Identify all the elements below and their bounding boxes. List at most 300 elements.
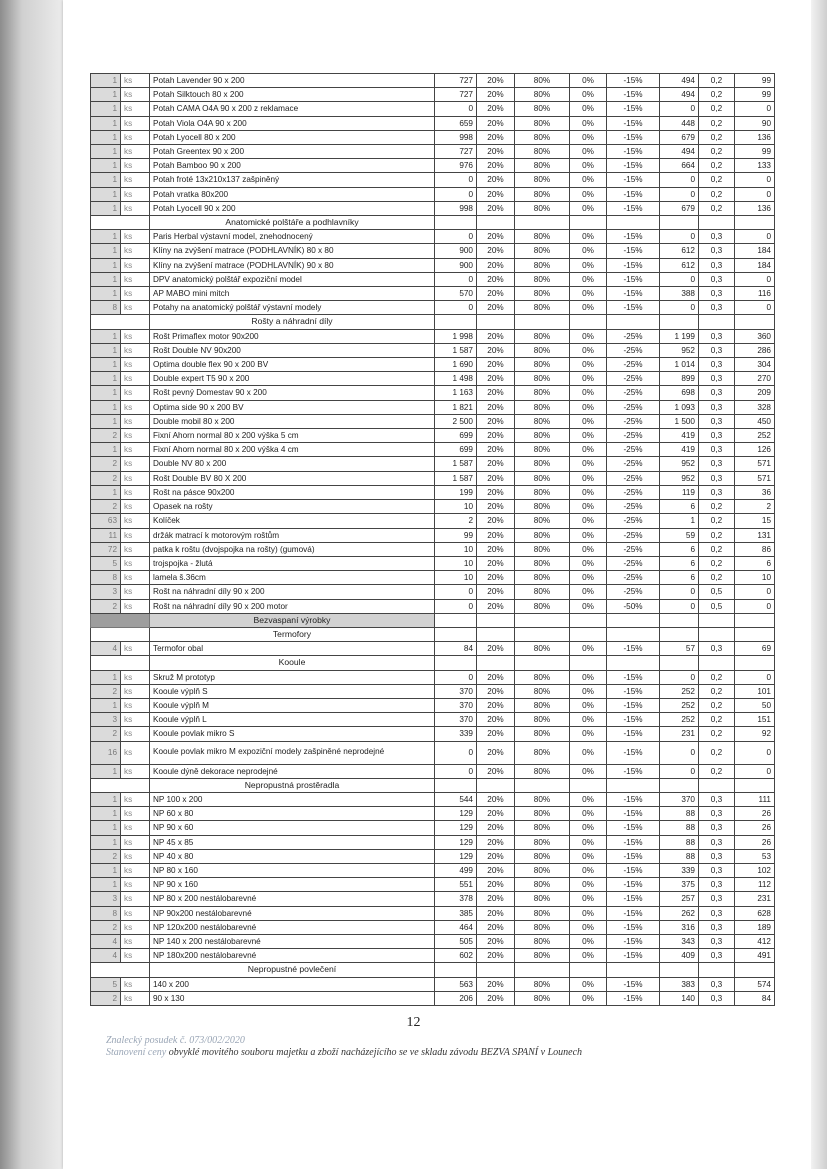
row-unit: ks [121,372,150,386]
row-unit: ks [121,713,150,727]
table-row [91,329,775,343]
row-unit: ks [121,187,150,201]
row-adjustment: 0% [570,920,607,934]
row-unit: ks [121,849,150,863]
row-coefficient: 0,3 [699,906,735,920]
row-coefficient: 0,3 [699,835,735,849]
row-wear: 80% [515,642,570,656]
row-coefficient: 0,2 [699,571,735,585]
row-discount: -15% [607,698,660,712]
row-discount: -15% [607,201,660,215]
row-coefficient: 0,2 [699,130,735,144]
row-item-name: lamela š.36cm [150,571,435,585]
table-row [91,358,775,372]
row-price: 10 [435,556,477,570]
table-row [91,571,775,585]
row-unit: ks [121,906,150,920]
row-coefficient: 0,3 [699,934,735,948]
section-blank-cell [660,963,699,977]
section-blank-cell [477,613,515,627]
row-vat: 20% [477,173,515,187]
section-blank-cell [477,963,515,977]
row-result: 136 [735,130,775,144]
table-row [91,102,775,116]
row-price: 998 [435,201,477,215]
row-item-name: Kooule výplň S [150,684,435,698]
row-price: 199 [435,485,477,499]
footer-title-rest: obvyklé movitého souboru majetku a zboží nacházejícího se ve skladu závodu BEZVA SPANÍ v Lounech [166,1047,583,1058]
row-quantity: 2 [91,920,121,934]
row-vat: 20% [477,713,515,727]
row-coefficient: 0,3 [699,807,735,821]
row-price: 976 [435,159,477,173]
row-wear: 80% [515,670,570,684]
row-coefficient: 0,2 [699,528,735,542]
row-price: 998 [435,130,477,144]
section-header-row [91,963,775,977]
row-value: 679 [660,130,699,144]
row-item-name: Optima double flex 90 x 200 BV [150,358,435,372]
row-discount: -15% [607,670,660,684]
row-adjustment: 0% [570,244,607,258]
row-adjustment: 0% [570,585,607,599]
section-blank-cell [735,216,775,230]
section-blank-cell [735,963,775,977]
row-quantity: 1 [91,272,121,286]
row-adjustment: 0% [570,698,607,712]
row-item-name: Double mobil 80 x 200 [150,414,435,428]
row-adjustment: 0% [570,741,607,764]
row-wear: 80% [515,173,570,187]
row-value: 6 [660,500,699,514]
row-value: 1 014 [660,358,699,372]
row-discount: -15% [607,863,660,877]
row-wear: 80% [515,258,570,272]
row-coefficient: 0,3 [699,272,735,286]
row-item-name: 140 x 200 [150,977,435,991]
row-result: 84 [735,991,775,1005]
row-unit: ks [121,727,150,741]
row-adjustment: 0% [570,443,607,457]
row-price: 129 [435,849,477,863]
row-wear: 80% [515,863,570,877]
row-unit: ks [121,429,150,443]
row-price: 0 [435,764,477,778]
row-item-name: Kooule výplň L [150,713,435,727]
row-price: 505 [435,934,477,948]
row-value: 0 [660,102,699,116]
row-unit: ks [121,343,150,357]
row-quantity: 72 [91,542,121,556]
row-quantity: 1 [91,145,121,159]
table-row [91,159,775,173]
row-adjustment: 0% [570,514,607,528]
row-quantity: 1 [91,807,121,821]
row-item-name: Potahy na anatomický polštář výstavní modely [150,301,435,315]
row-discount: -25% [607,500,660,514]
row-coefficient: 0,2 [699,514,735,528]
row-adjustment: 0% [570,892,607,906]
row-value: 1 500 [660,414,699,428]
row-discount: -15% [607,145,660,159]
row-vat: 20% [477,906,515,920]
row-adjustment: 0% [570,301,607,315]
row-discount: -15% [607,74,660,88]
row-vat: 20% [477,329,515,343]
section-blank-cell [435,656,477,670]
row-quantity: 3 [91,892,121,906]
row-result: 304 [735,358,775,372]
table-row [91,977,775,991]
row-quantity: 2 [91,599,121,613]
row-quantity: 1 [91,74,121,88]
row-quantity: 63 [91,514,121,528]
row-adjustment: 0% [570,485,607,499]
table-row [91,727,775,741]
row-unit: ks [121,443,150,457]
row-value: 0 [660,599,699,613]
row-vat: 20% [477,514,515,528]
row-item-name: Potah Greentex 90 x 200 [150,145,435,159]
row-unit: ks [121,258,150,272]
row-vat: 20% [477,878,515,892]
row-value: 88 [660,807,699,821]
row-coefficient: 0,2 [699,542,735,556]
row-vat: 20% [477,443,515,457]
section-blank-cell [735,627,775,641]
row-coefficient: 0,3 [699,400,735,414]
row-price: 0 [435,187,477,201]
section-blank-cell [607,778,660,792]
row-coefficient: 0,3 [699,414,735,428]
row-coefficient: 0,2 [699,670,735,684]
row-coefficient: 0,3 [699,821,735,835]
row-unit: ks [121,934,150,948]
row-unit: ks [121,400,150,414]
row-discount: -25% [607,386,660,400]
table-row [91,500,775,514]
row-wear: 80% [515,807,570,821]
row-item-name: NP 40 x 80 [150,849,435,863]
row-wear: 80% [515,116,570,130]
row-discount: -15% [607,159,660,173]
row-price: 1 821 [435,400,477,414]
row-adjustment: 0% [570,159,607,173]
table-row [91,258,775,272]
row-unit: ks [121,272,150,286]
scan-right-edge [811,0,827,1169]
table-row [91,457,775,471]
row-adjustment: 0% [570,414,607,428]
row-item-name: Kooule výplň M [150,698,435,712]
section-blank-cell [570,216,607,230]
section-header-row [91,315,775,329]
row-result: 0 [735,670,775,684]
table-row [91,414,775,428]
row-item-name: patka k roštu (dvojspojka na rošty) (gumová) [150,542,435,556]
row-unit: ks [121,116,150,130]
row-value: 494 [660,74,699,88]
row-item-name: Rošt Double NV 90x200 [150,343,435,357]
row-item-name: NP 80 x 200 nestálobarevné [150,892,435,906]
table-row [91,764,775,778]
row-quantity: 11 [91,528,121,542]
row-wear: 80% [515,920,570,934]
row-discount: -25% [607,542,660,556]
row-unit: ks [121,244,150,258]
section-blank-cell [735,613,775,627]
row-adjustment: 0% [570,991,607,1005]
row-result: 0 [735,585,775,599]
row-coefficient: 0,2 [699,698,735,712]
section-blank-cell [607,627,660,641]
row-value: 899 [660,372,699,386]
row-value: 252 [660,713,699,727]
row-vat: 20% [477,934,515,948]
row-unit: ks [121,977,150,991]
row-vat: 20% [477,301,515,315]
row-coefficient: 0,3 [699,329,735,343]
row-wear: 80% [515,386,570,400]
row-vat: 20% [477,116,515,130]
row-price: 900 [435,258,477,272]
row-result: 99 [735,74,775,88]
row-coefficient: 0,2 [699,102,735,116]
row-price: 499 [435,863,477,877]
row-vat: 20% [477,145,515,159]
row-result: 102 [735,863,775,877]
row-value: 952 [660,343,699,357]
row-result: 209 [735,386,775,400]
row-coefficient: 0,2 [699,556,735,570]
table-row [91,556,775,570]
row-value: 698 [660,386,699,400]
row-price: 129 [435,807,477,821]
section-blank-cell [699,613,735,627]
section-blank-cell [660,778,699,792]
row-coefficient: 0,3 [699,792,735,806]
row-quantity: 1 [91,698,121,712]
row-vat: 20% [477,130,515,144]
row-unit: ks [121,386,150,400]
row-discount: -25% [607,471,660,485]
row-result: 26 [735,807,775,821]
row-value: 88 [660,849,699,863]
row-vat: 20% [477,892,515,906]
row-value: 612 [660,244,699,258]
row-wear: 80% [515,500,570,514]
row-result: 99 [735,88,775,102]
row-value: 140 [660,991,699,1005]
row-result: 36 [735,485,775,499]
row-wear: 80% [515,764,570,778]
row-value: 257 [660,892,699,906]
row-value: 494 [660,145,699,159]
row-value: 419 [660,443,699,457]
row-quantity: 1 [91,792,121,806]
row-unit: ks [121,556,150,570]
row-result: 101 [735,684,775,698]
row-vat: 20% [477,258,515,272]
row-vat: 20% [477,835,515,849]
table-row [91,244,775,258]
row-item-name: NP 80 x 160 [150,863,435,877]
footer-report-title [106,1047,582,1058]
row-wear: 80% [515,991,570,1005]
row-result: 112 [735,878,775,892]
table-body [91,74,775,1006]
row-adjustment: 0% [570,272,607,286]
row-price: 900 [435,244,477,258]
row-price: 10 [435,571,477,585]
row-discount: -25% [607,372,660,386]
row-unit: ks [121,358,150,372]
row-wear: 80% [515,145,570,159]
row-discount: -15% [607,807,660,821]
section-title: Bezvaspaní výrobky [150,613,435,627]
row-unit: ks [121,457,150,471]
row-price: 378 [435,892,477,906]
table-row [91,187,775,201]
row-wear: 80% [515,400,570,414]
row-price: 370 [435,698,477,712]
row-unit: ks [121,542,150,556]
row-result: 252 [735,429,775,443]
row-vat: 20% [477,698,515,712]
section-blank-cell [570,778,607,792]
row-vat: 20% [477,230,515,244]
row-unit: ks [121,892,150,906]
table-row [91,821,775,835]
row-discount: -25% [607,429,660,443]
row-coefficient: 0,3 [699,386,735,400]
row-wear: 80% [515,102,570,116]
row-quantity: 1 [91,159,121,173]
row-item-name: Fixní Ahorn normal 80 x 200 výška 5 cm [150,429,435,443]
section-blank-cell [570,613,607,627]
section-blank-cell [515,613,570,627]
row-item-name: Potah Viola O4A 90 x 200 [150,116,435,130]
row-price: 659 [435,116,477,130]
row-item-name: Fixní Ahorn normal 80 x 200 výška 4 cm [150,443,435,457]
row-vat: 20% [477,741,515,764]
row-item-name: Termofor obal [150,642,435,656]
table-row [91,514,775,528]
row-item-name: Skruž M prototyp [150,670,435,684]
row-coefficient: 0,5 [699,599,735,613]
row-price: 10 [435,500,477,514]
row-vat: 20% [477,642,515,656]
row-price: 570 [435,287,477,301]
row-item-name: Potah Lyocell 80 x 200 [150,130,435,144]
row-wear: 80% [515,892,570,906]
row-quantity: 1 [91,88,121,102]
row-value: 0 [660,670,699,684]
row-wear: 80% [515,301,570,315]
row-vat: 20% [477,585,515,599]
row-value: 6 [660,571,699,585]
row-coefficient: 0,2 [699,201,735,215]
row-discount: -15% [607,258,660,272]
row-coefficient: 0,3 [699,642,735,656]
row-price: 1 998 [435,329,477,343]
row-wear: 80% [515,130,570,144]
row-vat: 20% [477,849,515,863]
row-adjustment: 0% [570,329,607,343]
row-quantity: 2 [91,727,121,741]
row-coefficient: 0,3 [699,358,735,372]
row-value: 0 [660,230,699,244]
row-wear: 80% [515,949,570,963]
section-blank-cell [570,627,607,641]
table-row [91,301,775,315]
row-discount: -15% [607,878,660,892]
row-wear: 80% [515,542,570,556]
row-adjustment: 0% [570,372,607,386]
table-row [91,471,775,485]
row-item-name: Paris Herbal výstavní model, znehodnocený [150,230,435,244]
table-row [91,934,775,948]
table-row [91,585,775,599]
row-quantity: 2 [91,991,121,1005]
row-vat: 20% [477,201,515,215]
row-price: 1 587 [435,471,477,485]
row-quantity: 1 [91,764,121,778]
row-result: 133 [735,159,775,173]
row-coefficient: 0,3 [699,244,735,258]
row-adjustment: 0% [570,878,607,892]
row-discount: -15% [607,173,660,187]
row-item-name: trojspojka - žlutá [150,556,435,570]
row-discount: -25% [607,571,660,585]
row-value: 952 [660,471,699,485]
row-unit: ks [121,88,150,102]
section-blank-cell [735,778,775,792]
row-price: 0 [435,670,477,684]
row-quantity: 1 [91,400,121,414]
row-item-name: Rošt Double BV 80 X 200 [150,471,435,485]
section-blank-cell [660,315,699,329]
row-coefficient: 0,2 [699,741,735,764]
row-wear: 80% [515,821,570,835]
row-value: 0 [660,173,699,187]
row-unit: ks [121,792,150,806]
row-quantity: 1 [91,343,121,357]
row-value: 339 [660,863,699,877]
row-vat: 20% [477,542,515,556]
row-discount: -25% [607,485,660,499]
row-wear: 80% [515,792,570,806]
section-header-row [91,656,775,670]
row-discount: -25% [607,585,660,599]
table-row [91,741,775,764]
row-value: 119 [660,485,699,499]
row-result: 116 [735,287,775,301]
row-result: 571 [735,457,775,471]
row-result: 0 [735,599,775,613]
row-price: 206 [435,991,477,1005]
row-quantity: 1 [91,187,121,201]
row-quantity: 1 [91,201,121,215]
row-adjustment: 0% [570,556,607,570]
row-item-name: NP 60 x 80 [150,807,435,821]
row-adjustment: 0% [570,145,607,159]
row-value: 494 [660,88,699,102]
row-price: 551 [435,878,477,892]
row-item-name: Klíny na zvýšení matrace (PODHLAVNÍK) 90 x 80 [150,258,435,272]
section-blank-cell [515,315,570,329]
row-unit: ks [121,173,150,187]
